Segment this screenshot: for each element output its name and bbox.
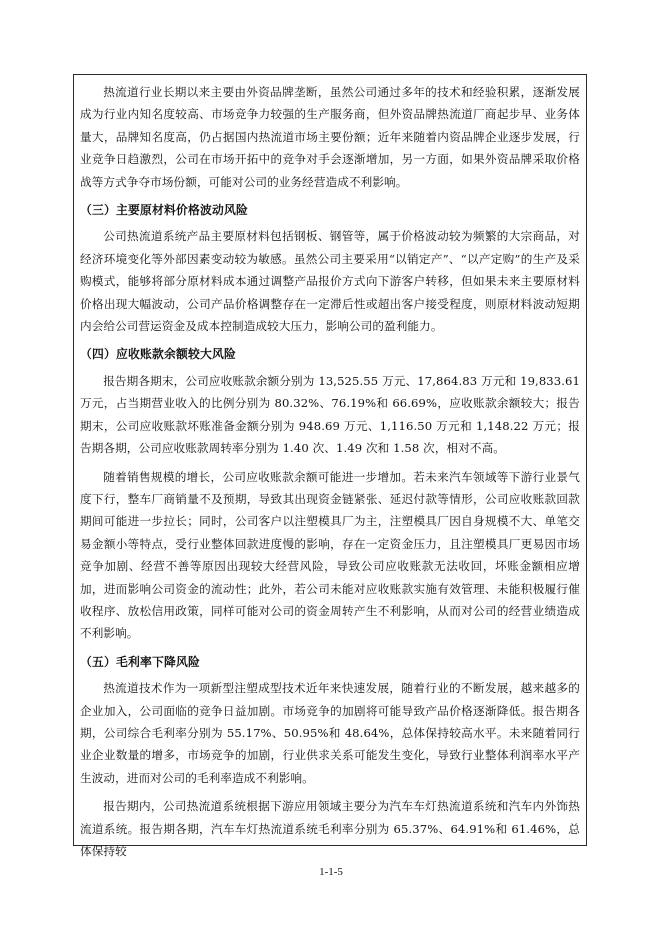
paragraph-receivables-figures: 报告期各期末，公司应收账款余额分别为 13,525.55 万元、17,864.83 万元和 19,833.61 万元，占当期营业收入的比例分别为 80.32%、76.19%和 66.69%，应收账款余额较大；报告期末，公司应收账款坏账准备金额分别为 948.69 万元、1,116.50 万元和 1,148.22 万元；报告期各期，公司应收账款周转率分别为 1.40 次、1.49 次和 1.58 次，相对不高。	[80, 373, 580, 456]
heading-gross-margin-risk: （五）毛利率下降风险	[80, 654, 200, 669]
document-body-frame	[73, 74, 587, 858]
heading-receivables-risk: （四）应收账款余额较大风险	[80, 347, 236, 362]
paragraph-gross-margin-trend: 热流道技术作为一项新型注塑成型技术近年来快速发展，随着行业的不断发展，越来越多的企业加入，公司面临的竞争日益加剧。市场竞争的加剧将可能导致产品价格逐渐降低。报告期各期，公司综合毛利率分别为 55.17%、50.95%和 48.64%，总体保持较高水平。未来随着同行业企业数量的增多，市场竞争的加剧，行业供求关系可能发生变化，导致行业整体利润率水平产生波动，进而对公司的毛利率造成不利影响。	[80, 681, 580, 785]
paragraph-industry-competition: 热流道行业长期以来主要由外资品牌垄断，虽然公司通过多年的技术和经验积累，逐渐发展成为行业内知名度较高、市场竞争力较强的生产服务商，但外资品牌热流道厂商起步早、业务体量大，品牌知名度高，仍占据国内热流道市场主要份额；近年来随着内资品牌企业逐步发展，行业竞争日趋激烈，公司在市场开拓中的竞争对手会逐渐增加，另一方面，如果外资品牌采取价格战等方式争夺市场份额，可能对公司的业务经营造成不利影响。	[80, 85, 580, 189]
heading-raw-material-risk: （三）主要原材料价格波动风险	[80, 203, 248, 218]
paragraph-receivables-outlook: 随着销售规模的增长，公司应收账款余额可能进一步增加。若未来汽车领域等下游行业景气度下行，整车厂商销量不及预期，导致其出现资金链紧张、延迟付款等情形，公司应收账款回款期间可能进一步拉长；同时，公司客户以注塑模具厂为主，注塑模具厂因自身规模不大、单笔交易金额小等特点，受行业整体回款进度慢的影响，存在一定资金压力，且注塑模具厂更易因市场竞争加剧、经营不善等原因出现较大经营风险，导致公司应收账款无法收回，坏账金额相应增加，进而影响公司资金的流动性；此外，若公司未能对应收账款实施有效管理、未能积极履行催收程序、放松信用政策，同样可能对公司的资金周转产生不利影响，从而对公司的经营业绩造成不利影响。	[80, 469, 580, 641]
page-number: 1-1-5	[319, 866, 343, 878]
paragraph-raw-material-risk: 公司热流道系统产品主要原材料包括钢板、钢管等，属于价格波动较为频繁的大宗商品，对经济环境变化等外部因素变动较为敏感。虽然公司主要采用“以销定产”、“以产定购”的生产及采购模式，能够将部分原材料成本通过调整产品报价方式向下游客户转移，但如果未来主要原材料价格出现大幅波动，公司产品价格调整存在一定滞后性或超出客户接受程度，则原材料波动短期内会给公司营运资金及成本控制造成较大压力，影响公司的盈利能力。	[80, 229, 580, 334]
paragraph-gross-margin-segments: 报告期内，公司热流道系统根据下游应用领域主要分为汽车车灯热流道系统和汽车内外饰热流道系统。报告期各期，汽车车灯热流道系统毛利率分别为 65.37%、64.91%和 61.46%，总体保持较	[80, 799, 580, 858]
